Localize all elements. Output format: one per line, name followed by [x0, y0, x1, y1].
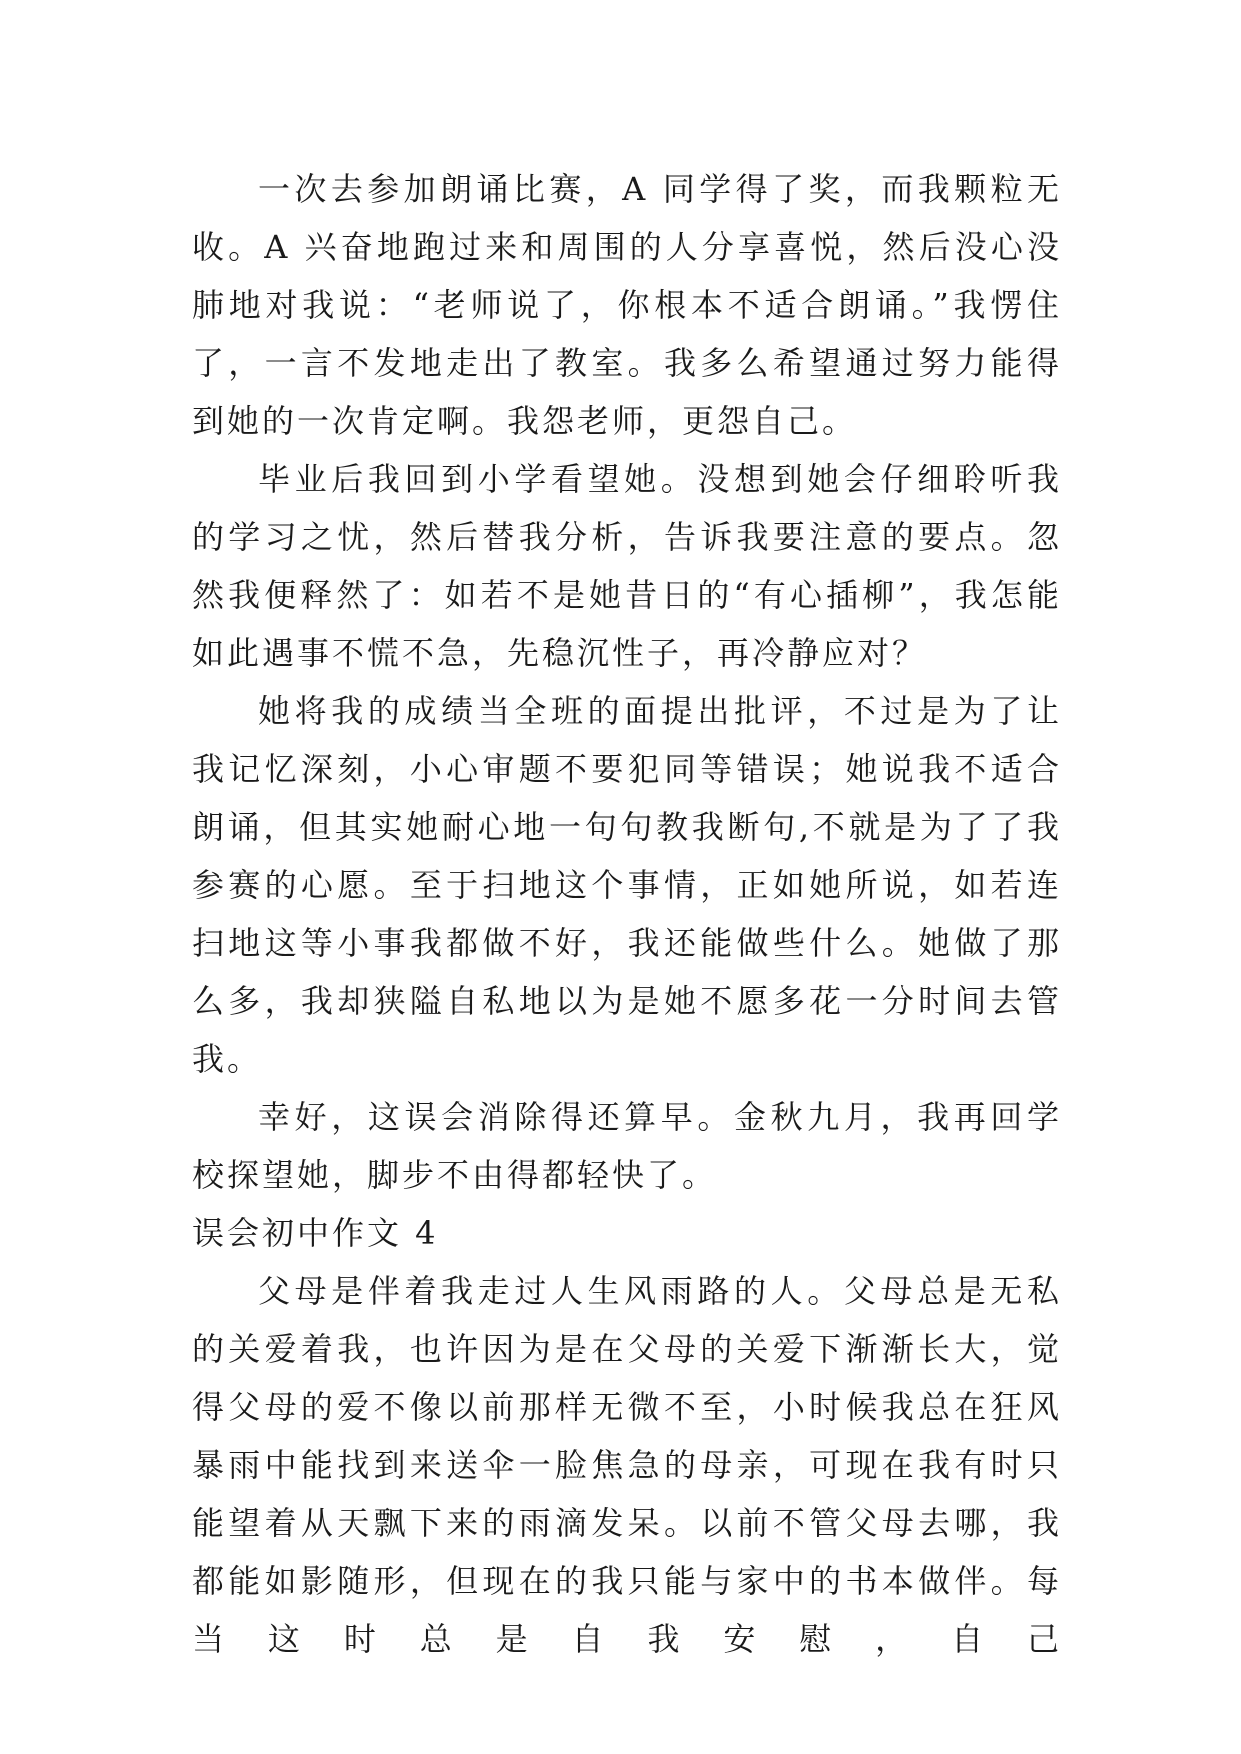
paragraph-teacher-intentions: 她将我的成绩当全班的面提出批评，不过是为了让我记忆深刻，小心审题不要犯同等错误；她说我不适合朗诵，但其实她耐心地一句句教我断句,不就是为了了我参赛的心愿。至于扫地这个事情，正如她所说，如若连扫地这等小事我都做不好，我还能做些什么。她做了那么多，我却狭隘自私地以为是她不愿多花一分时间去管我。: [192, 692, 1062, 1078]
paragraph-exam-recitation: 一次去参加朗诵比赛，A 同学得了奖，而我颗粒无收。A 兴奋地跑过来和周围的人分享喜悦，然后没心没肺地对我说：“老师说了，你根本不适合朗诵。”我愣住了，一言不发地走出了教室。我多么希望通过努力能得到她的一次肯定啊。我怨老师，更怨自己。: [192, 170, 1062, 440]
section-title: 误会初中作文 4: [192, 1214, 439, 1252]
paragraph-visit-after-graduation: 毕业后我回到小学看望她。没想到她会仔细聆听我的学习之忧，然后替我分析，告诉我要注意的要点。忽然我便释然了：如若不是她昔日的“有心插柳”，我怎能如此遇事不慌不急，先稳沉性子，再冷静应对？: [192, 460, 1062, 672]
document-body: [192, 160, 1062, 1668]
paragraph-parents: 父母是伴着我走过人生风雨路的人。父母总是无私的关爱着我，也许因为是在父母的关爱下渐渐长大，觉得父母的爱不像以前那样无微不至，小时候我总在狂风暴雨中能找到来送伞一脸焦急的母亲，可现在我有时只能望着从天飘下来的雨滴发呆。以前不管父母去哪，我都能如影随形，但现在的我只能与家中的书本做伴。每当这时总是自我安慰，自己: [192, 1272, 1062, 1658]
paragraph-misunderstanding-cleared: 幸好，这误会消除得还算早。金秋九月，我再回学校探望她，脚步不由得都轻快了。: [192, 1098, 1062, 1194]
